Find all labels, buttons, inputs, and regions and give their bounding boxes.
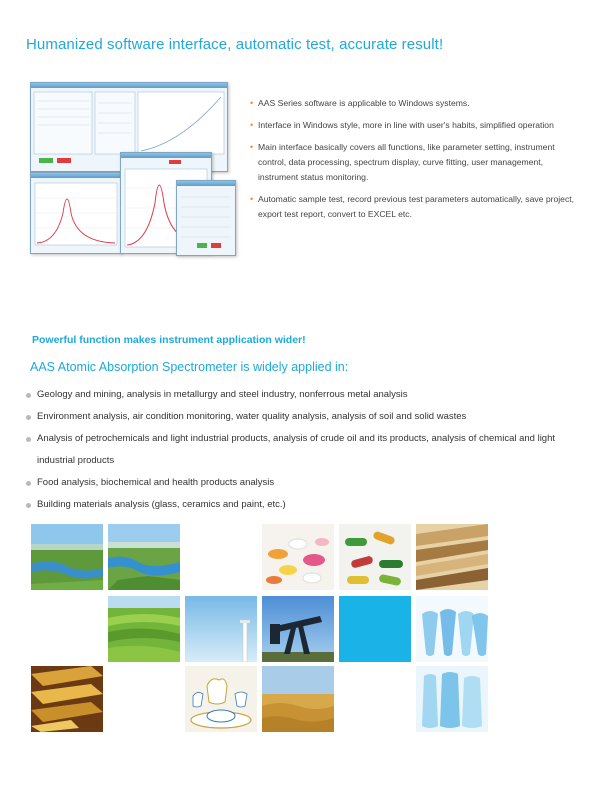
feature-list [250,96,585,229]
cyan-block [339,596,411,662]
spectrum-window-image [30,172,122,254]
bullet-icon: • [250,120,254,130]
green-fields-photo [108,596,180,662]
software-screenshot [30,82,238,254]
application-item: Geology and mining, analysis in metallurgy and steel industry, nonferrous metal analysis [26,384,586,406]
feature-item: • AAS Series software is applicable to Windows systems. [250,96,585,111]
wheat-field-photo [262,666,334,732]
bullet-icon [26,415,31,420]
rock-strata-photo [416,524,488,590]
bullet-icon [26,503,31,508]
feature-item: • Automatic sample test, record previous test parameters automatically, save project, export test report, convert to EXCEL etc. [250,194,575,219]
pills-photo [262,524,334,590]
application-item: Food analysis, biochemical and health products analysis [26,472,586,494]
bullet-icon: • [250,142,254,152]
applications-heading: Powerful function makes instrument application wider! [32,334,306,346]
applications-list [26,384,586,516]
dialog-window-image [176,180,236,256]
glass-bottles-photo [416,666,488,732]
bullet-icon: • [250,98,254,108]
river-landscape-photo [31,524,103,590]
feature-item: • Interface in Windows style, more in line with user's habits, simplified operation [250,118,585,133]
bullet-icon [26,437,31,442]
glass-vases-photo [416,596,488,662]
gold-bars-photo [31,666,103,732]
bullet-icon [26,481,31,486]
feature-item: • Main interface basically covers all functions, like parameter setting, instrument control, data processing, spectrum display, curve fitting, user management, instrument status monitoring. [250,142,555,182]
oil-pump-photo [262,596,334,662]
teaset-photo [185,666,257,732]
river-landscape-photo-2 [108,524,180,590]
application-item: Analysis of petrochemicals and light industrial products, analysis of crude oil and its products, analysis of chemical and light industrial products [26,428,586,472]
page-title: Humanized software interface, automatic test, accurate result! [26,36,444,53]
applications-subheading: AAS Atomic Absorption Spectrometer is widely applied in: [30,360,349,374]
application-item: Environment analysis, air condition monitoring, water quality analysis, analysis of soil and solid wastes [26,406,586,428]
refinery-sky-photo [185,596,257,662]
bullet-icon [26,393,31,398]
capsules-photo [339,524,411,590]
bullet-icon: • [250,194,254,204]
application-item: Building materials analysis (glass, ceramics and paint, etc.) [26,494,586,516]
